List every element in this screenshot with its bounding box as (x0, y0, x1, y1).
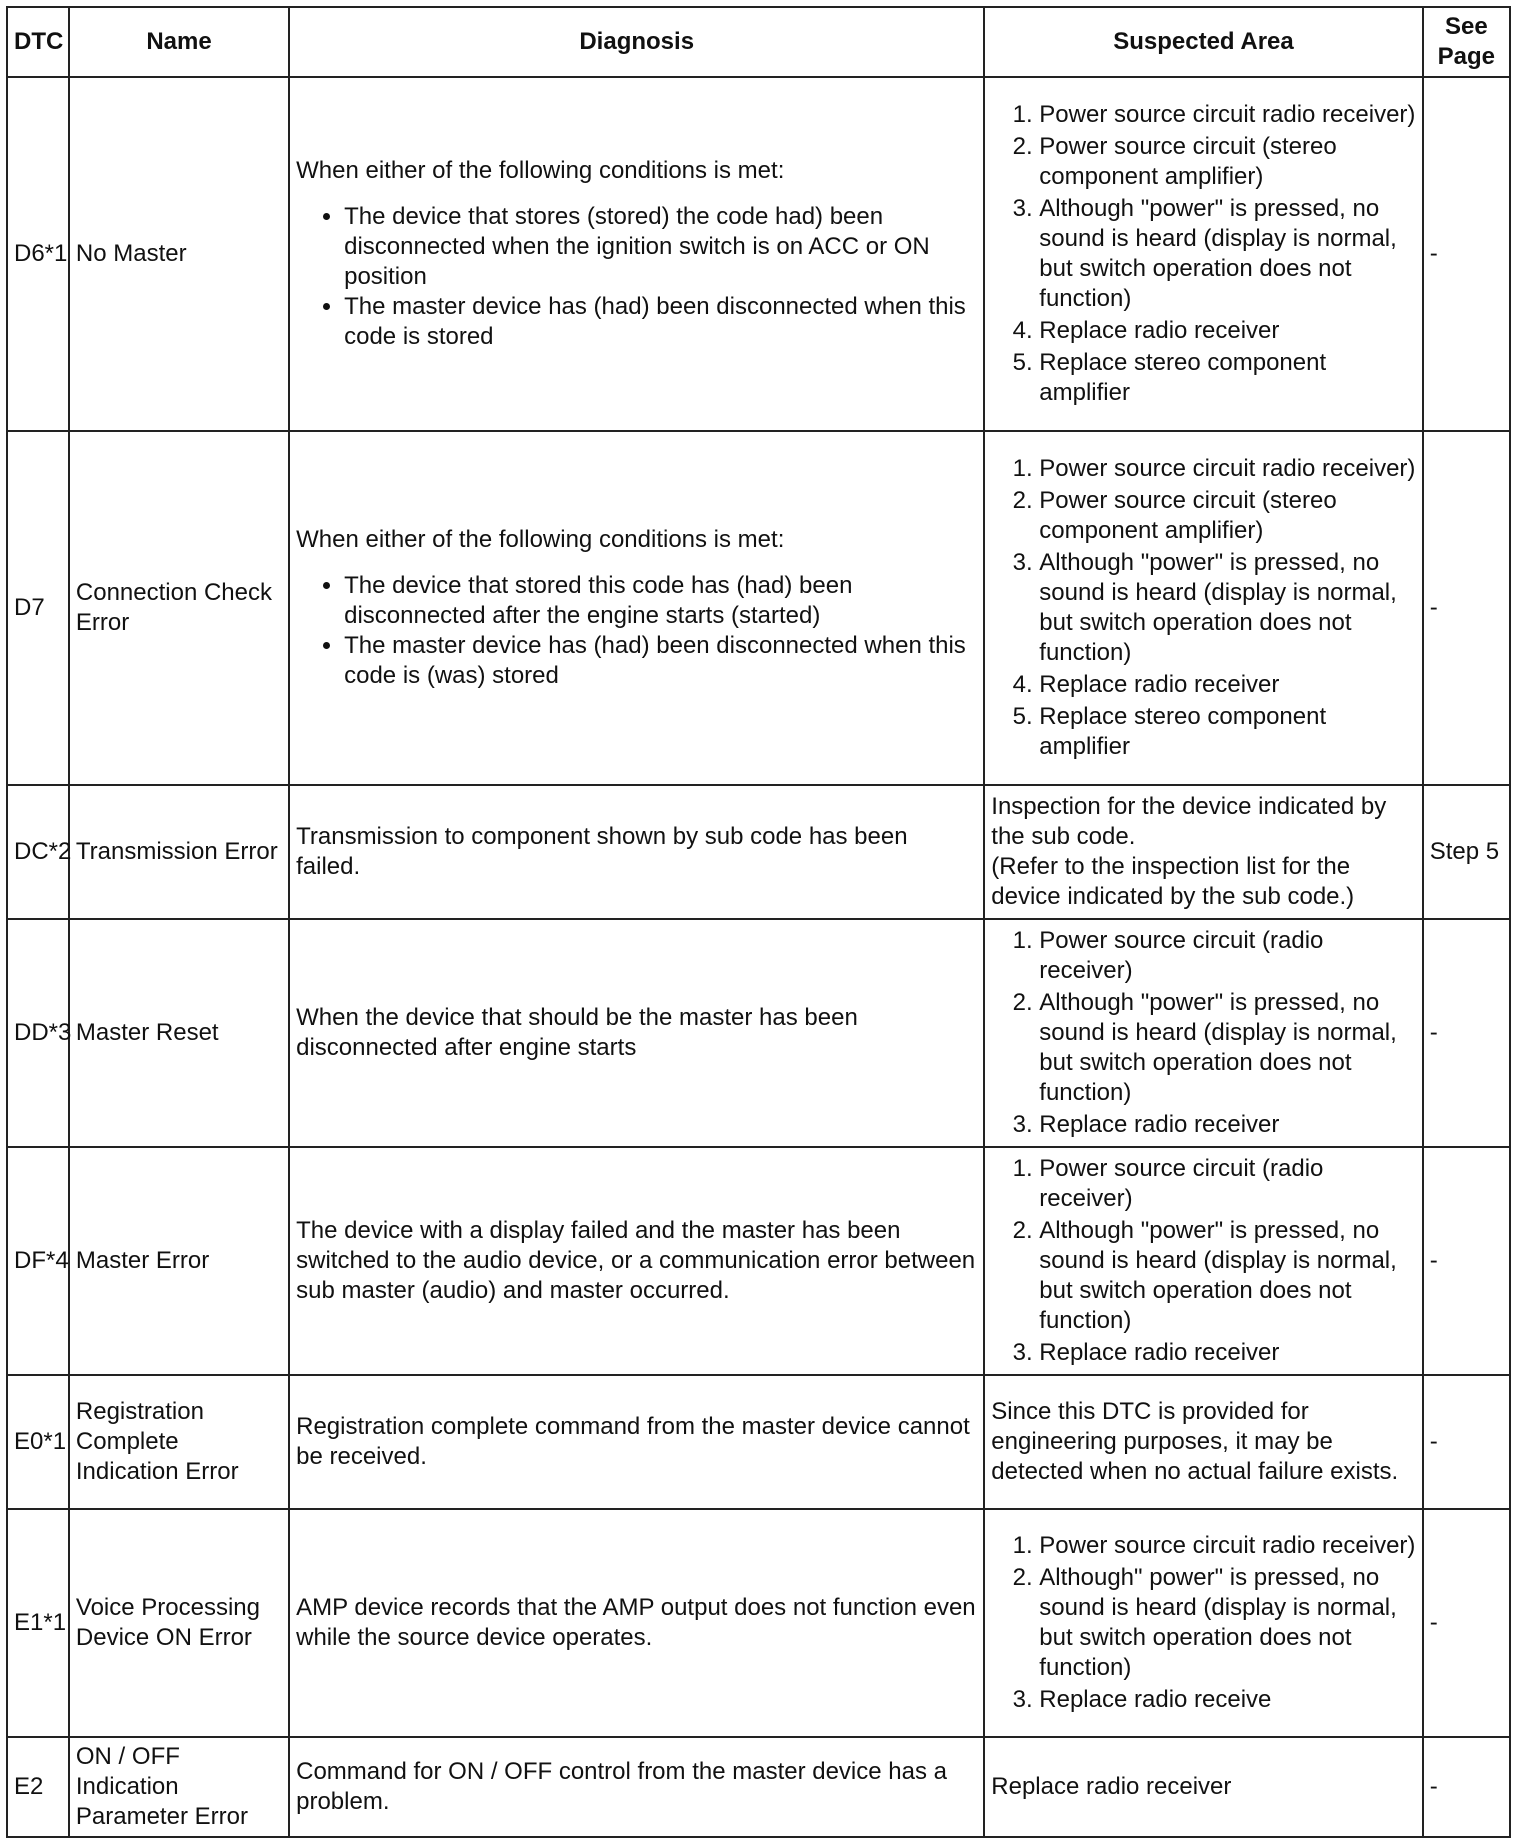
suspected-item: 3. Replace radio receive (1039, 1685, 1415, 1715)
see-page: Step 5 (1423, 785, 1510, 919)
see-page: - (1423, 1509, 1510, 1737)
suspected-list (991, 1531, 1415, 1715)
suspected-area-cell (984, 1147, 1422, 1375)
suspected-item: 2. Although "power" is pressed, no sound is heard (display is normal, but switch operation does not function) (1039, 1216, 1415, 1336)
diagnosis-cell (289, 431, 984, 785)
suspected-item: 2. Power source circuit (stereo component amplifier) (1039, 486, 1415, 546)
suspected-area-text: Inspection for the device indicated by the sub code. (Refer to the inspection list for the device indicated by the sub code.) (984, 785, 1422, 919)
see-page: - (1423, 77, 1510, 431)
diagnosis-bullet: • The device that stores (stored) the code had) been disconnected when the ignition switch is on ACC or ON position (344, 202, 977, 292)
dtc-name: Master Reset (69, 919, 289, 1147)
suspected-area-cell (984, 77, 1422, 431)
diagnosis-bullet: • The device that stored this code has (had) been disconnected after the engine starts (started) (344, 571, 977, 631)
table-row (7, 785, 1510, 919)
suspected-list (991, 1154, 1415, 1368)
diagnosis-text: Transmission to component shown by sub code has been failed. (289, 785, 984, 919)
header-row (7, 7, 1510, 77)
dtc-name: No Master (69, 77, 289, 431)
see-page: - (1423, 1737, 1510, 1837)
see-page: - (1423, 1147, 1510, 1375)
header-diagnosis: Diagnosis (289, 7, 984, 77)
diagnosis-text: Registration complete command from the master device cannot be received. (289, 1375, 984, 1509)
dtc-name: Master Error (69, 1147, 289, 1375)
table-row (7, 77, 1510, 431)
diagnosis-intro: When either of the following conditions is met: (296, 526, 785, 553)
header-name: Name (69, 7, 289, 77)
suspected-item: 2. Although" power" is pressed, no sound is heard (display is normal, but switch operation does not function) (1039, 1563, 1415, 1683)
dtc-code: D7 (7, 431, 69, 785)
suspected-item: 4. Replace radio receiver (1039, 670, 1415, 700)
dtc-code: E2 (7, 1737, 69, 1837)
table-row (7, 1375, 1510, 1509)
see-page: - (1423, 1375, 1510, 1509)
suspected-item: 3. Replace radio receiver (1039, 1110, 1415, 1140)
suspected-item: 2. Although "power" is pressed, no sound is heard (display is normal, but switch operation does not function) (1039, 988, 1415, 1108)
see-page: - (1423, 431, 1510, 785)
suspected-area-cell (984, 431, 1422, 785)
dtc-code: DF*4 (7, 1147, 69, 1375)
dtc-code: D6*1 (7, 77, 69, 431)
suspected-area-text: Replace radio receiver (984, 1737, 1422, 1837)
suspected-area-text: Since this DTC is provided for engineering purposes, it may be detected when no actual failure exists. (984, 1375, 1422, 1509)
suspected-list (991, 926, 1415, 1140)
diagnosis-text: Command for ON / OFF control from the master device has a problem. (289, 1737, 984, 1837)
table-row (7, 1509, 1510, 1737)
diagnosis-text: When the device that should be the master has been disconnected after engine starts (289, 919, 984, 1147)
dtc-code: DD*3 (7, 919, 69, 1147)
diagnosis-bullet: • The master device has (had) been disconnected when this code is stored (344, 292, 977, 352)
suspected-item: 3. Although "power" is pressed, no sound is heard (display is normal, but switch operation does not function) (1039, 548, 1415, 668)
suspected-item: 1. Power source circuit (radio receiver) (1039, 926, 1415, 986)
suspected-item: 3. Although "power" is pressed, no sound is heard (display is normal, but switch operation does not function) (1039, 194, 1415, 314)
suspected-area-cell (984, 919, 1422, 1147)
dtc-name: Registration Complete Indication Error (69, 1375, 289, 1509)
diagnosis-intro: When either of the following conditions is met: (296, 157, 785, 184)
dtc-code: DC*2 (7, 785, 69, 919)
suspected-item: 5. Replace stereo component amplifier (1039, 348, 1415, 408)
suspected-item: 1. Power source circuit radio receiver) (1039, 100, 1415, 130)
table-row (7, 1737, 1510, 1837)
suspected-item: 1. Power source circuit radio receiver) (1039, 454, 1415, 484)
diagnosis-bullet: • The master device has (had) been disconnected when this code is (was) stored (344, 631, 977, 691)
suspected-item: 3. Replace radio receiver (1039, 1338, 1415, 1368)
dtc-code: E1*1 (7, 1509, 69, 1737)
suspected-item: 5. Replace stereo component amplifier (1039, 702, 1415, 762)
dtc-name: Connection Check Error (69, 431, 289, 785)
suspected-item: 1. Power source circuit (radio receiver) (1039, 1154, 1415, 1214)
dtc-code: E0*1 (7, 1375, 69, 1509)
suspected-item: 4. Replace radio receiver (1039, 316, 1415, 346)
dtc-name: Voice Processing Device ON Error (69, 1509, 289, 1737)
diagnosis-text: AMP device records that the AMP output does not function even while the source device operates. (289, 1509, 984, 1737)
header-dtc: DTC (7, 7, 69, 77)
table-row (7, 1147, 1510, 1375)
table-row (7, 431, 1510, 785)
diagnosis-cell (289, 77, 984, 431)
diagnosis-bullets (296, 202, 977, 352)
diagnosis-text: The device with a display failed and the master has been switched to the audio device, or a communication error between sub master (audio) and master occurred. (289, 1147, 984, 1375)
see-page: - (1423, 919, 1510, 1147)
suspected-item: 1. Power source circuit radio receiver) (1039, 1531, 1415, 1561)
dtc-table (6, 6, 1511, 1838)
table-row (7, 919, 1510, 1147)
header-see-page: See Page (1423, 7, 1510, 77)
suspected-list (991, 100, 1415, 408)
dtc-name: Transmission Error (69, 785, 289, 919)
header-suspected-area: Suspected Area (984, 7, 1422, 77)
dtc-name: ON / OFF Indication Parameter Error (69, 1737, 289, 1837)
suspected-item: 2. Power source circuit (stereo component amplifier) (1039, 132, 1415, 192)
suspected-area-cell (984, 1509, 1422, 1737)
suspected-list (991, 454, 1415, 762)
diagnosis-bullets (296, 571, 977, 691)
